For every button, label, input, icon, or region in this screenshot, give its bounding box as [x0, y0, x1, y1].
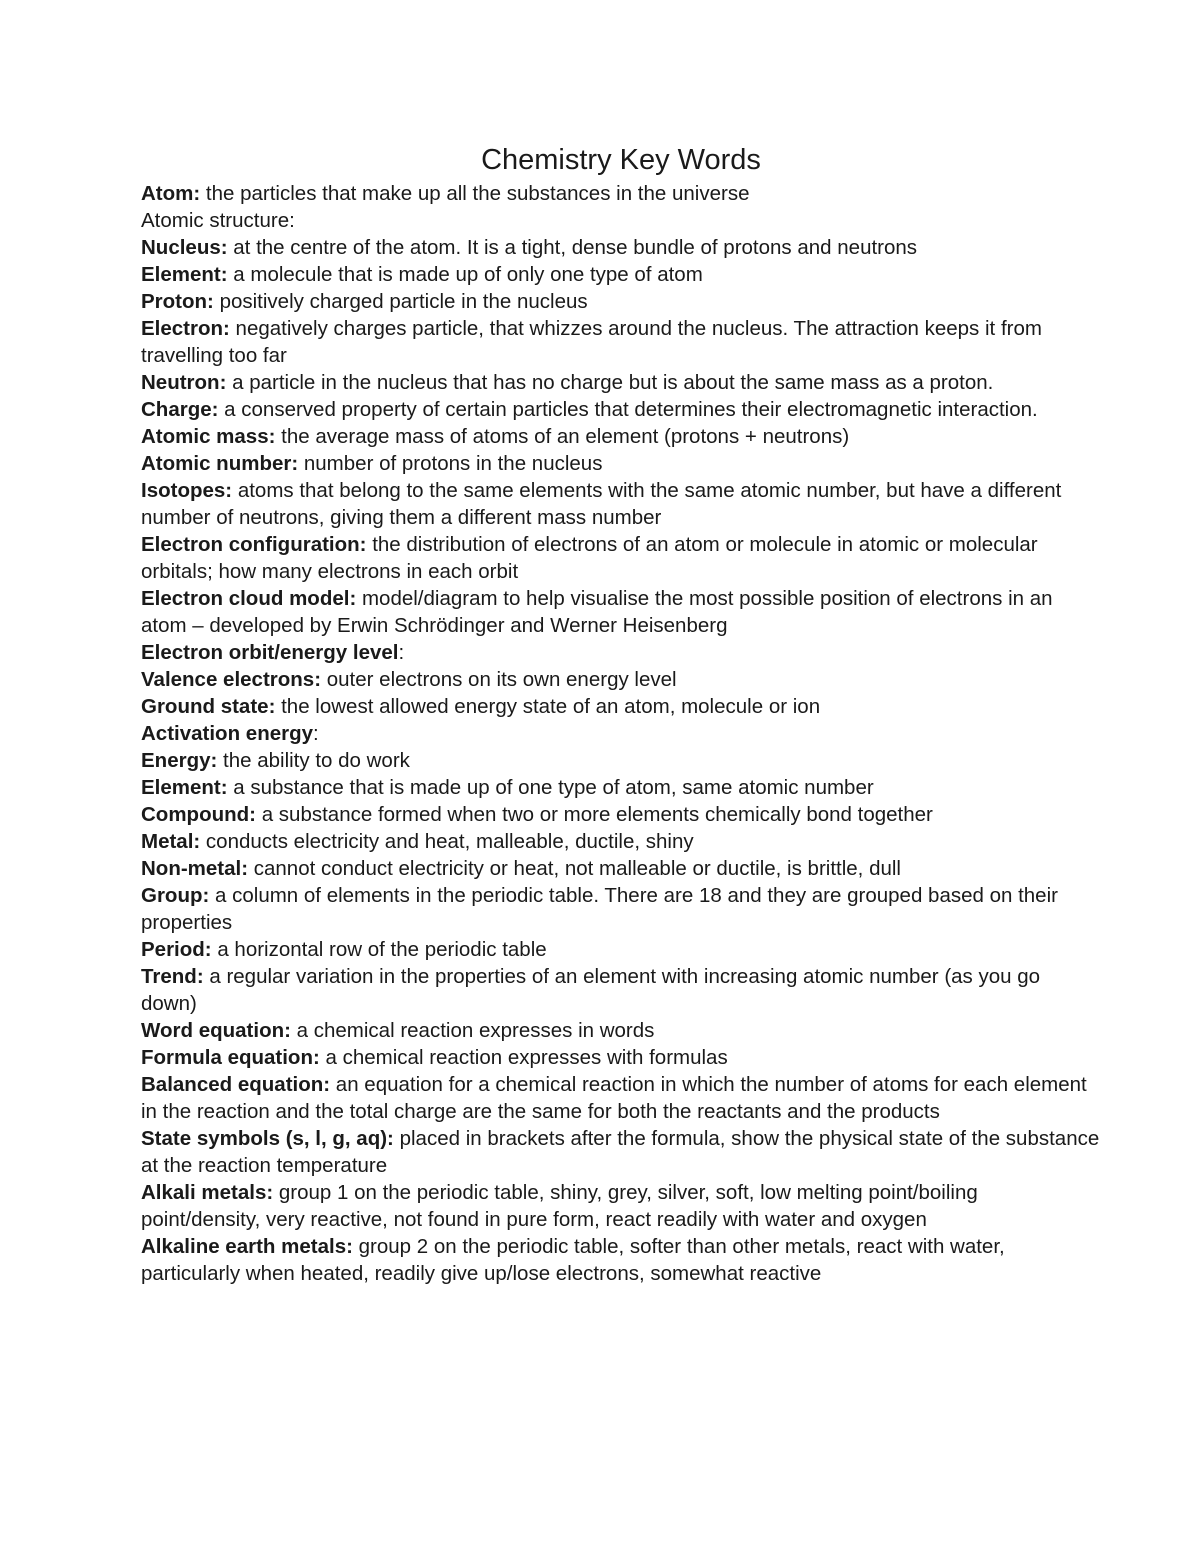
- glossary-entry: [141, 423, 1101, 450]
- glossary-term: Atomic number:: [141, 452, 299, 475]
- glossary-definition: group 1 on the periodic table, shiny, grey, silver, soft, low melting point/boiling point/density, very reactive, not found in pure form, react readily with water and oxygen: [141, 1181, 978, 1231]
- glossary-entry: [141, 1125, 1101, 1179]
- glossary-entry: [141, 477, 1101, 531]
- glossary-definition: negatively charges particle, that whizzes around the nucleus. The attraction keeps it from travelling too far: [141, 317, 1042, 367]
- glossary-entry: [141, 666, 1101, 693]
- glossary-entry: [141, 639, 1101, 666]
- glossary-definition: a conserved property of certain particles that determines their electromagnetic interaction.: [218, 398, 1038, 421]
- glossary-term: Charge:: [141, 398, 219, 421]
- glossary-entry: [141, 963, 1101, 1017]
- glossary-term: Alkali metals:: [141, 1181, 274, 1204]
- glossary-definition: a horizontal row of the periodic table: [211, 938, 547, 961]
- glossary-definition: outer electrons on its own energy level: [321, 668, 677, 691]
- glossary-definition: Atomic structure:: [141, 209, 295, 232]
- glossary-term: Activation energy: [141, 722, 314, 745]
- glossary-definition: cannot conduct electricity or heat, not malleable or ductile, is brittle, dull: [248, 857, 901, 880]
- glossary-term: Electron cloud model:: [141, 587, 357, 610]
- glossary-entry: [141, 315, 1101, 369]
- glossary-entry: [141, 585, 1101, 639]
- glossary-entry: [141, 531, 1101, 585]
- glossary-definition: the distribution of electrons of an atom or molecule in atomic or molecular orbitals; how many electrons in each orbit: [141, 533, 1038, 583]
- glossary-definition: the particles that make up all the substances in the universe: [200, 182, 750, 205]
- glossary-term: Electron orbit/energy level: [141, 641, 399, 664]
- glossary-definition: positively charged particle in the nucleus: [213, 290, 588, 313]
- glossary-term: Isotopes:: [141, 479, 233, 502]
- glossary-entry: [141, 1233, 1101, 1287]
- glossary-definition: a substance that is made up of one type of atom, same atomic number: [227, 776, 874, 799]
- glossary-entry: [141, 1071, 1101, 1125]
- glossary-definition: a substance formed when two or more elements chemically bond together: [256, 803, 933, 826]
- glossary-term: Electron:: [141, 317, 230, 340]
- glossary-term: Atom:: [141, 182, 201, 205]
- glossary-definition: placed in brackets after the formula, show the physical state of the substance at the reaction temperature: [141, 1127, 1100, 1177]
- glossary-entry: [141, 369, 1101, 396]
- glossary-entry: [141, 1044, 1101, 1071]
- glossary-entry: [141, 261, 1101, 288]
- glossary-definition: model/diagram to help visualise the most possible position of electrons in an atom – developed by Erwin Schrödinger and Werner Heisenberg: [141, 587, 1053, 637]
- glossary-term: Element:: [141, 263, 228, 286]
- glossary-entry: [141, 828, 1101, 855]
- glossary-term: Electron configuration:: [141, 533, 367, 556]
- glossary-definition: group 2 on the periodic table, softer than other metals, react with water, particularly when heated, readily give up/lose electrons, somewhat reactive: [141, 1235, 1005, 1285]
- glossary-definition: the lowest allowed energy state of an atom, molecule or ion: [275, 695, 821, 718]
- glossary-entry: [141, 801, 1101, 828]
- glossary-entry: [141, 180, 1101, 207]
- glossary-definition: at the centre of the atom. It is a tight, dense bundle of protons and neutrons: [227, 236, 918, 259]
- glossary-entry: [141, 936, 1101, 963]
- glossary-term: Period:: [141, 938, 212, 961]
- glossary-term: State symbols (s, l, g, aq):: [141, 1127, 394, 1150]
- glossary-term: Atomic mass:: [141, 425, 276, 448]
- glossary-term: Formula equation:: [141, 1046, 320, 1069]
- glossary-definition: a particle in the nucleus that has no charge but is about the same mass as a proton.: [226, 371, 994, 394]
- glossary-term: Balanced equation:: [141, 1073, 331, 1096]
- glossary-entry: [141, 1017, 1101, 1044]
- glossary-entry: [141, 720, 1101, 747]
- glossary-term: Group:: [141, 884, 210, 907]
- glossary-term: Neutron:: [141, 371, 227, 394]
- glossary-entry: [141, 450, 1101, 477]
- glossary-term: Trend:: [141, 965, 204, 988]
- glossary-term: Element:: [141, 776, 228, 799]
- glossary-entry: [141, 288, 1101, 315]
- glossary-term: Metal:: [141, 830, 201, 853]
- glossary-definition: number of protons in the nucleus: [298, 452, 603, 475]
- glossary-definition: :: [313, 722, 319, 745]
- glossary-definition: a chemical reaction expresses with formulas: [319, 1046, 728, 1069]
- glossary-definition: the ability to do work: [217, 749, 410, 772]
- glossary-term: Ground state:: [141, 695, 276, 718]
- glossary-definition: :: [398, 641, 405, 664]
- glossary-entry: [141, 1179, 1101, 1233]
- glossary-term: Proton:: [141, 290, 214, 313]
- glossary-term: Nucleus:: [141, 236, 228, 259]
- glossary-term: Alkaline earth metals:: [141, 1235, 353, 1258]
- glossary-term: Word equation:: [141, 1019, 291, 1042]
- glossary-entry: [141, 882, 1101, 936]
- glossary-definition: an equation for a chemical reaction in which the number of atoms for each element in the reaction and the total charge are the same for both the reactants and the products: [141, 1073, 1087, 1123]
- glossary-term: Energy:: [141, 749, 218, 772]
- glossary-definition: the average mass of atoms of an element (protons + neutrons): [275, 425, 850, 448]
- glossary-entry: [141, 774, 1101, 801]
- glossary-definition: conducts electricity and heat, malleable, ductile, shiny: [200, 830, 694, 853]
- glossary-term: Non-metal:: [141, 857, 249, 880]
- glossary-entry: [141, 747, 1101, 774]
- glossary-definition: a molecule that is made up of only one type of atom: [227, 263, 703, 286]
- glossary-entry: [141, 234, 1101, 261]
- glossary-term: Valence electrons:: [141, 668, 322, 691]
- glossary-definition: a chemical reaction expresses in words: [290, 1019, 655, 1042]
- glossary-entry: [141, 693, 1101, 720]
- document-page: [141, 142, 1101, 1287]
- page-title: Chemistry Key Words: [481, 144, 761, 176]
- glossary-definition: a column of elements in the periodic table. There are 18 and they are grouped based on their properties: [141, 884, 1058, 934]
- glossary-term: Compound:: [141, 803, 256, 826]
- glossary-entry: [141, 855, 1101, 882]
- glossary-definition: a regular variation in the properties of an element with increasing atomic number (as you go down): [141, 965, 1041, 1015]
- glossary-entry: [141, 207, 1101, 234]
- glossary-definition: atoms that belong to the same elements with the same atomic number, but have a different number of neutrons, giving them a different mass number: [141, 479, 1062, 529]
- glossary-list: [141, 180, 1101, 1287]
- glossary-entry: [141, 396, 1101, 423]
